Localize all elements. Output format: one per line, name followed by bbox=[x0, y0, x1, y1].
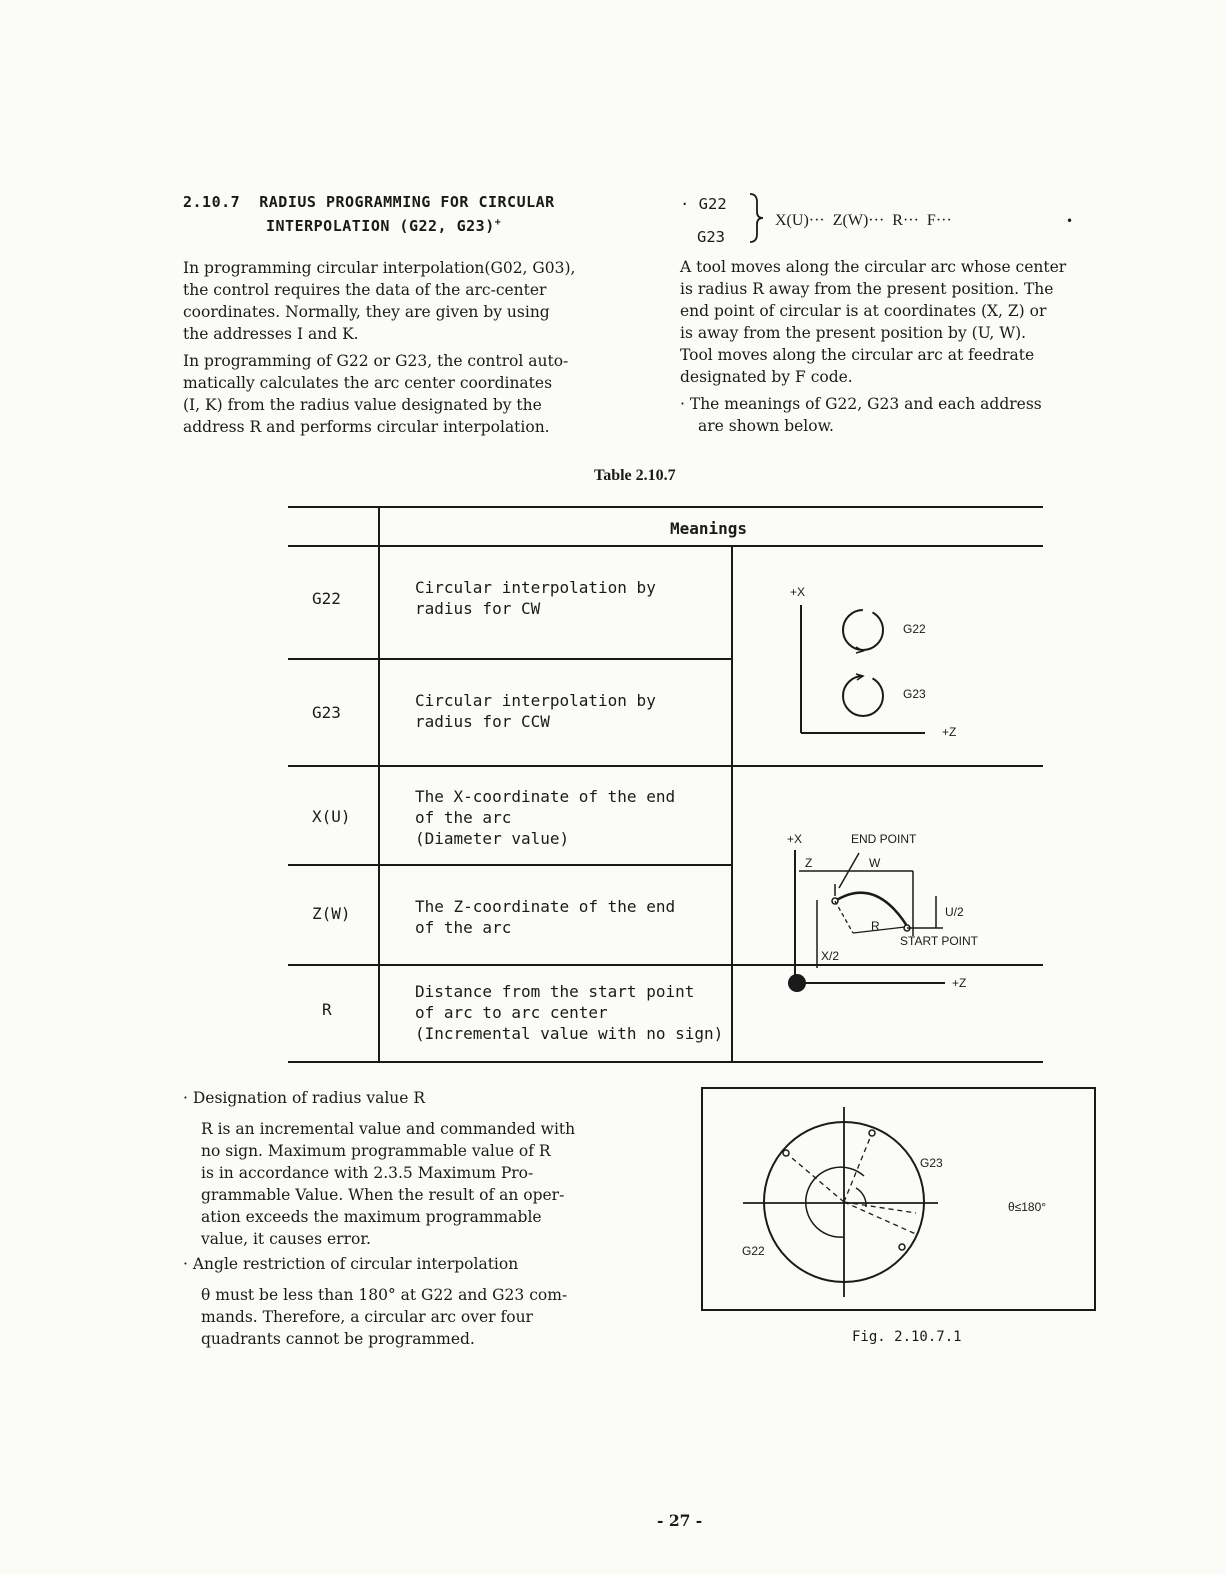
text-line: radius for CW bbox=[415, 599, 541, 618]
row-meaning-zw bbox=[415, 896, 675, 938]
text-line: of the arc bbox=[415, 808, 512, 827]
start-point-label: START POINT bbox=[900, 934, 979, 948]
text-line: designated by F code. bbox=[680, 368, 853, 386]
text-line: Tool moves along the circular arc at feedrate bbox=[680, 346, 1035, 364]
origin-marker bbox=[788, 974, 806, 992]
text-line: end point of circular is at coordinates (X, Z) or bbox=[680, 302, 1047, 320]
z-axis-label: +Z bbox=[952, 976, 967, 990]
arc-point bbox=[899, 1244, 905, 1250]
text-line: address R and performs circular interpolation. bbox=[183, 418, 550, 436]
text-line: (Diameter value) bbox=[415, 829, 570, 848]
bullet-heading: · Angle restriction of circular interpolation bbox=[183, 1253, 663, 1275]
text-line: is away from the present position by (U, W). bbox=[680, 324, 1027, 342]
g23-label: G23 bbox=[903, 687, 926, 701]
text-line: grammable Value. When the result of an oper- bbox=[201, 1186, 565, 1204]
format-g22: · G22 bbox=[680, 195, 727, 213]
x2-label: X/2 bbox=[821, 949, 840, 963]
text-line: the control requires the data of the arc-center bbox=[183, 281, 547, 299]
right-bullet bbox=[680, 393, 1150, 437]
radius-designation-paragraph bbox=[201, 1118, 671, 1250]
bullet-radius-designation bbox=[183, 1087, 663, 1109]
format-brace bbox=[746, 190, 768, 246]
table-top-rule bbox=[288, 506, 1043, 508]
text-line: A tool moves along the circular arc whose center bbox=[680, 258, 1067, 276]
text-line: of arc to arc center bbox=[415, 1003, 608, 1022]
row-code-xu: X(U) bbox=[312, 807, 351, 826]
row-meaning-g22 bbox=[415, 577, 656, 619]
text-line: · The meanings of G22, G23 and each address bbox=[680, 393, 1150, 415]
row-code-g22: G22 bbox=[312, 589, 341, 608]
cw-circle bbox=[843, 610, 883, 650]
section-title-mark: + bbox=[494, 217, 502, 228]
left-paragraph-1 bbox=[183, 257, 663, 345]
figure-g22-label: G22 bbox=[742, 1244, 765, 1258]
text-line: In programming circular interpolation(G02, G03), bbox=[183, 259, 576, 277]
text-line: no sign. Maximum programmable value of R bbox=[201, 1142, 551, 1160]
row-code-zw: Z(W) bbox=[312, 904, 351, 923]
figure-caption: Fig. 2.10.7.1 bbox=[852, 1329, 962, 1345]
row-meaning-xu bbox=[415, 786, 675, 849]
g22-label: G22 bbox=[903, 622, 926, 636]
section-heading bbox=[183, 192, 555, 212]
radius-dash-1 bbox=[786, 1153, 844, 1202]
row-code-g23: G23 bbox=[312, 703, 341, 722]
text-line: of the arc bbox=[415, 918, 512, 937]
radius-dash-3 bbox=[844, 1202, 918, 1235]
text-line: (I, K) from the radius value designated by the bbox=[183, 396, 542, 414]
format-g22-code: G22 bbox=[698, 195, 727, 213]
figure-g23-label: G23 bbox=[920, 1156, 943, 1170]
end-point-label: END POINT bbox=[851, 832, 917, 846]
u2-label: U/2 bbox=[945, 905, 964, 919]
z-label: Z bbox=[805, 856, 813, 870]
text-line: radius for CCW bbox=[415, 712, 550, 731]
right-paragraph bbox=[680, 256, 1150, 388]
left-paragraph-2 bbox=[183, 350, 663, 438]
table-row-rule bbox=[288, 864, 732, 866]
format-words: X(U)··· Z(W)··· R··· F··· bbox=[775, 212, 952, 229]
text-line: is in accordance with 2.3.5 Maximum Pro- bbox=[201, 1164, 534, 1182]
text-line: quadrants cannot be programmed. bbox=[201, 1330, 475, 1348]
text-line: value, it causes error. bbox=[201, 1230, 371, 1248]
table-col-divider bbox=[731, 545, 733, 1063]
table-col-divider bbox=[378, 506, 380, 1063]
text-line: θ must be less than 180° at G22 and G23 com- bbox=[201, 1286, 568, 1304]
table-bottom-rule bbox=[288, 1061, 1043, 1063]
x-axis-label: +X bbox=[787, 832, 803, 846]
row-meaning-r bbox=[415, 981, 723, 1044]
text-line: In programming of G22 or G23, the control auto- bbox=[183, 352, 569, 370]
page-number: - 27 - bbox=[657, 1511, 703, 1530]
row-code-r: R bbox=[322, 1000, 332, 1019]
arc-point bbox=[783, 1150, 789, 1156]
table-header-meanings: Meanings bbox=[670, 519, 748, 538]
bullet-angle-restriction bbox=[183, 1253, 663, 1275]
text-line: coordinates. Normally, they are given by using bbox=[183, 303, 550, 321]
angle-restriction-paragraph bbox=[201, 1284, 671, 1350]
format-dot: • bbox=[1066, 214, 1074, 228]
text-line: The X-coordinate of the end bbox=[415, 787, 676, 806]
diagram-end-start bbox=[735, 768, 1040, 1058]
ccw-circle bbox=[843, 676, 883, 716]
text-line: Circular interpolation by bbox=[415, 691, 656, 710]
text-line: (Incremental value with no sign) bbox=[415, 1024, 724, 1043]
z-axis-label: +Z bbox=[942, 725, 957, 739]
text-line: Distance from the start point bbox=[415, 982, 695, 1001]
w-label: W bbox=[869, 856, 881, 870]
text-line: is radius R away from the present position. The bbox=[680, 280, 1054, 298]
radius-line-a bbox=[835, 901, 853, 933]
diagram-cw-ccw bbox=[735, 550, 1040, 765]
r-label: R bbox=[871, 919, 880, 933]
section-title-line2: INTERPOLATION (G22, G23) bbox=[266, 217, 495, 235]
text-line: mands. Therefore, a circular arc over four bbox=[201, 1308, 533, 1326]
figure-frame bbox=[702, 1088, 1095, 1310]
text-line: The Z-coordinate of the end bbox=[415, 897, 676, 916]
section-heading-line2 bbox=[266, 213, 501, 236]
table-caption: Table 2.10.7 bbox=[594, 467, 676, 484]
text-line: matically calculates the arc center coordinates bbox=[183, 374, 553, 392]
bullet-heading: · Designation of radius value R bbox=[183, 1087, 663, 1109]
text-line: the addresses I and K. bbox=[183, 325, 359, 343]
text-line: are shown below. bbox=[698, 417, 834, 435]
table-row-rule bbox=[288, 658, 732, 660]
text-line: R is an incremental value and commanded with bbox=[201, 1120, 576, 1138]
figure-theta-note: θ≤180° bbox=[1008, 1200, 1047, 1214]
table-row-rule bbox=[288, 765, 1043, 767]
text-line: Circular interpolation by bbox=[415, 578, 656, 597]
x-axis-label: +X bbox=[790, 585, 806, 599]
arc-point bbox=[869, 1130, 875, 1136]
section-number: 2.10.7 bbox=[183, 193, 241, 211]
format-g23: G23 bbox=[697, 228, 725, 246]
row-meaning-g23 bbox=[415, 690, 656, 732]
section-title-line1: RADIUS PROGRAMMING FOR CIRCULAR bbox=[259, 193, 555, 211]
figure-angle-restriction bbox=[698, 1085, 1108, 1320]
text-line: ation exceeds the maximum programmable bbox=[201, 1208, 542, 1226]
table-header-rule bbox=[288, 545, 1043, 547]
